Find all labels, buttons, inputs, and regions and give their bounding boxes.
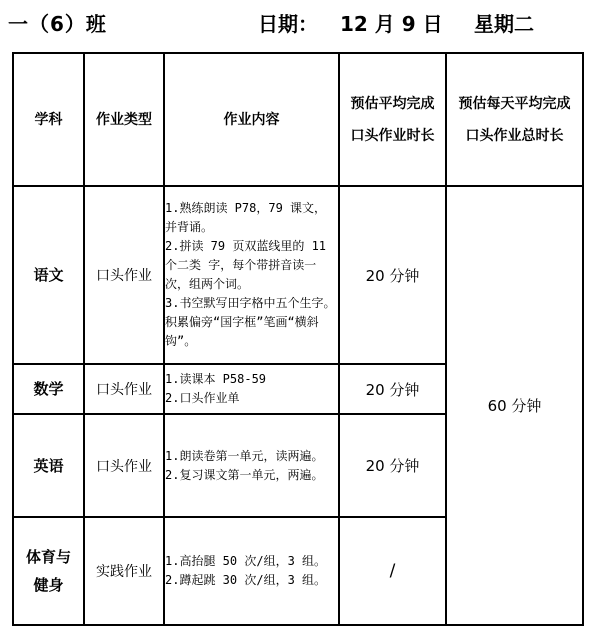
weekday: 星期二 bbox=[474, 12, 534, 36]
content-line: 2.拼读 79 页双蓝线里的 11 个二类 字，每个带拼音读一次，组两个词。 bbox=[165, 239, 327, 291]
content-cell bbox=[164, 517, 339, 625]
total-duration-cell: 60 分钟 bbox=[446, 186, 583, 625]
subject-cell: 语文 bbox=[13, 186, 84, 364]
content-line: 2.复习课文第一单元，两遍。 bbox=[165, 467, 324, 482]
type-cell: 实践作业 bbox=[84, 517, 164, 625]
content-line: 1.读课本 P58-59 bbox=[165, 372, 267, 386]
table-row bbox=[13, 186, 583, 364]
duration-cell: / bbox=[339, 517, 446, 625]
type-cell: 口头作业 bbox=[84, 364, 164, 414]
content-line: 3.书空默写田字格中五个生字。积累偏旁“国字框”笔画“横斜钩”。 bbox=[165, 296, 336, 348]
page-header bbox=[0, 0, 590, 50]
header-type: 作业类型 bbox=[84, 53, 164, 186]
class-name: 一（6）班 bbox=[8, 12, 107, 36]
content-line: 1.高抬腿 50 次/组，3 组。 bbox=[165, 554, 327, 568]
subject-cell: 数学 bbox=[13, 364, 84, 414]
content-line: 2.口头作业单 bbox=[165, 391, 240, 405]
content-cell bbox=[164, 186, 339, 364]
table-header-row bbox=[13, 53, 583, 186]
date-value: 12 月 9 日 bbox=[340, 12, 443, 36]
homework-table bbox=[12, 52, 584, 626]
subject-cell: 英语 bbox=[13, 414, 84, 517]
header-total: 预估每天平均完成口头作业总时长 bbox=[446, 53, 583, 186]
header-content: 作业内容 bbox=[164, 53, 339, 186]
content-line: 1.熟练朗读 P78，79 课文，并背诵。 bbox=[165, 201, 327, 234]
header-subject: 学科 bbox=[13, 53, 84, 186]
content-line: 2.蹲起跳 30 次/组，3 组。 bbox=[165, 573, 327, 587]
content-line: 1.朗读卷第一单元，读两遍。 bbox=[165, 448, 324, 463]
header-duration: 预估平均完成口头作业时长 bbox=[339, 53, 446, 186]
subject-cell: 体育与健身 bbox=[13, 517, 84, 625]
content-cell bbox=[164, 364, 339, 414]
type-cell: 口头作业 bbox=[84, 414, 164, 517]
date-label: 日期： bbox=[258, 12, 318, 36]
duration-cell: 20 分钟 bbox=[339, 364, 446, 414]
duration-cell: 20 分钟 bbox=[339, 186, 446, 364]
type-cell: 口头作业 bbox=[84, 186, 164, 364]
content-cell bbox=[164, 414, 339, 517]
duration-cell: 20 分钟 bbox=[339, 414, 446, 517]
